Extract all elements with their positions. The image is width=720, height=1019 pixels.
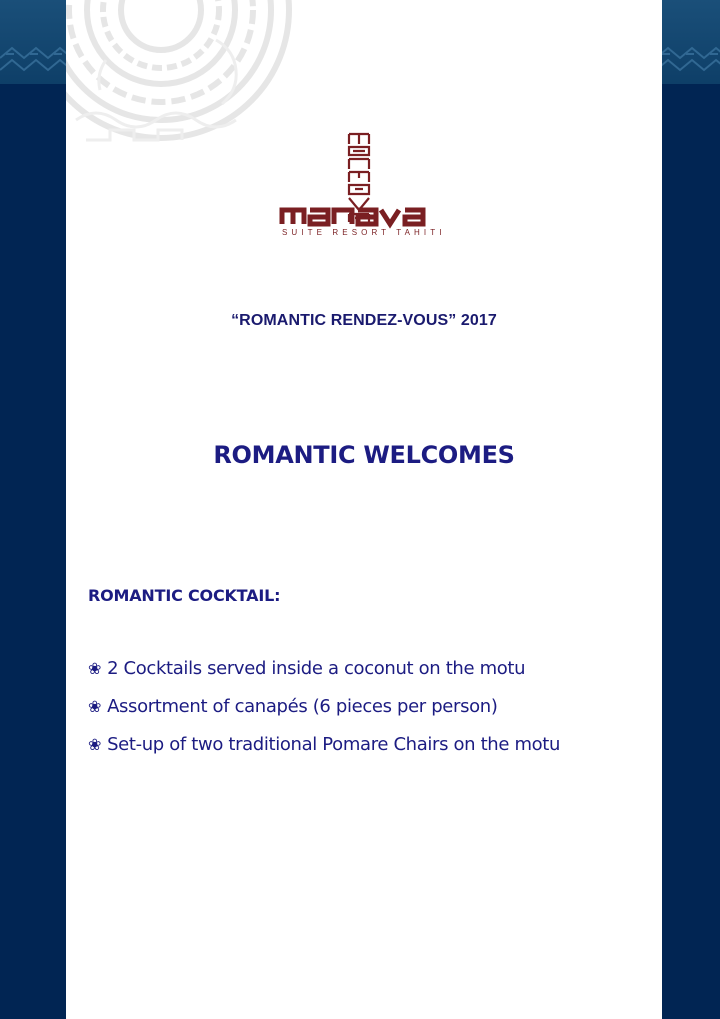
right-border-band xyxy=(662,0,720,84)
right-band-pattern xyxy=(662,0,720,84)
document-page xyxy=(66,0,662,1019)
polynesian-pattern-icon xyxy=(66,0,296,175)
document-subtitle: “ROMANTIC RENDEZ-VOUS” 2017 xyxy=(231,312,497,329)
list-item xyxy=(88,650,648,688)
manava-logo-icon xyxy=(279,128,446,240)
flower-icon: ❀ xyxy=(88,735,102,754)
list-item xyxy=(88,688,648,726)
left-band-pattern xyxy=(0,0,66,84)
flower-icon: ❀ xyxy=(88,659,102,678)
cocktail-item-list xyxy=(88,650,648,764)
resort-logo xyxy=(279,128,446,240)
section-label: ROMANTIC COCKTAIL: xyxy=(88,586,281,605)
resort-tagline: SUITE RESORT TAHITI xyxy=(282,228,446,237)
list-item-text: 2 Cocktails served inside a coconut on the motu xyxy=(107,658,526,679)
page-title: ROMANTIC WELCOMES xyxy=(213,441,515,469)
left-border-band xyxy=(0,0,66,84)
list-item-text: Assortment of canapés (6 pieces per person) xyxy=(107,696,498,717)
flower-icon: ❀ xyxy=(88,697,102,716)
list-item-text: Set-up of two traditional Pomare Chairs on the motu xyxy=(107,734,561,755)
list-item xyxy=(88,726,648,764)
